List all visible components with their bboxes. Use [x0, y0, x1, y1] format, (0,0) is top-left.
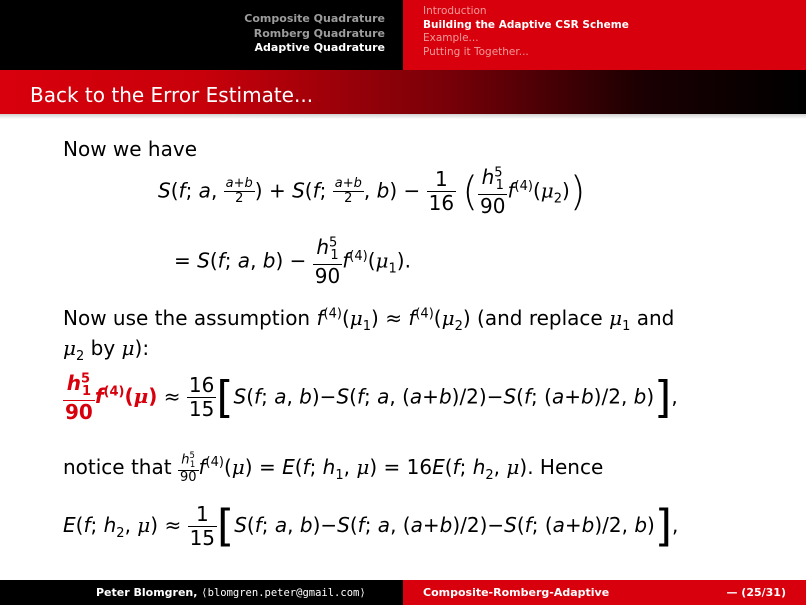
nav-sub-introduction[interactable]: Introduction: [423, 5, 487, 17]
author-name: Peter Blomgren,: [96, 586, 198, 599]
nav-section-composite[interactable]: Composite Quadrature: [244, 12, 385, 25]
nav-sub-building[interactable]: Building the Adaptive CSR Scheme: [423, 18, 629, 31]
assumption-line-1: Now use the assumption $f^{(4)}(\mu_1) \approx f^{(4)}(\mu_2)$ (and replace $\mu_1$ and: [63, 306, 675, 334]
notice-text: notice that: [63, 454, 172, 479]
equation-line-2: = S(f; a, b) − $\frac{h^5_1}{90}$ $f^{(4)}(\mu_1)$.: [174, 235, 411, 288]
intro-text: Now we have: [63, 137, 198, 161]
assumption-text: Now use the assumption: [63, 306, 311, 330]
notice-line: notice that $\frac{h^5_1}{90}$ $f^{(4)}(\mu) = E(f$; $h_1$, μ) = 16E(f; $h_2$, μ). Hence: [63, 450, 604, 485]
footer-author: [96, 586, 366, 599]
nav-section-romberg[interactable]: Romberg Quadrature: [253, 26, 385, 40]
by-text: by: [90, 336, 116, 360]
error-equation: E(f; $h_2$, μ) ≈ $\frac{1}{15}$ [S(f; a, b)−S(f; a, (a+b)/2)−S(f; (a+b)/2, b)],: [63, 500, 679, 552]
approximation-line: $\frac{h^5_1}{90}$ $f^{(4)}(\mu)$ ≈ $\frac{16}{15}$ [S(f; a, b)−S(f; a, (a+b)/2)−S(f; (a+b)/2, b)],: [65, 371, 678, 424]
page-number: — (25/31): [726, 586, 786, 599]
footer-left: [0, 580, 403, 605]
assumption-line-2: $\mu_2$ by μ):: [63, 336, 150, 364]
hence-text: Hence: [539, 454, 604, 479]
equation-line-1: S(f; a, $\frac{a+b}{2}$ ) + S(f; $\frac{a+b}{2}$ , b) − $\frac{1}{16}$ ( $\frac{h^5_1}{90}$ $f^{(4)}(\mu_2)$): [158, 165, 586, 218]
nav-sub-together[interactable]: Putting it Together...: [423, 45, 529, 58]
and-text: and: [636, 306, 675, 330]
footer: [0, 580, 806, 605]
footer-right: [403, 580, 806, 605]
nav-section-adaptive[interactable]: Adaptive Quadrature: [254, 41, 385, 54]
author-email: ⟨blomgren.peter@gmail.com⟩: [201, 587, 366, 599]
nav-sub-example[interactable]: Example...: [423, 32, 479, 44]
frame-title: Back to the Error Estimate...: [30, 83, 314, 107]
footer-short-title: Composite-Romberg-Adaptive: [423, 586, 610, 599]
and-replace-text: (and replace: [477, 306, 603, 330]
